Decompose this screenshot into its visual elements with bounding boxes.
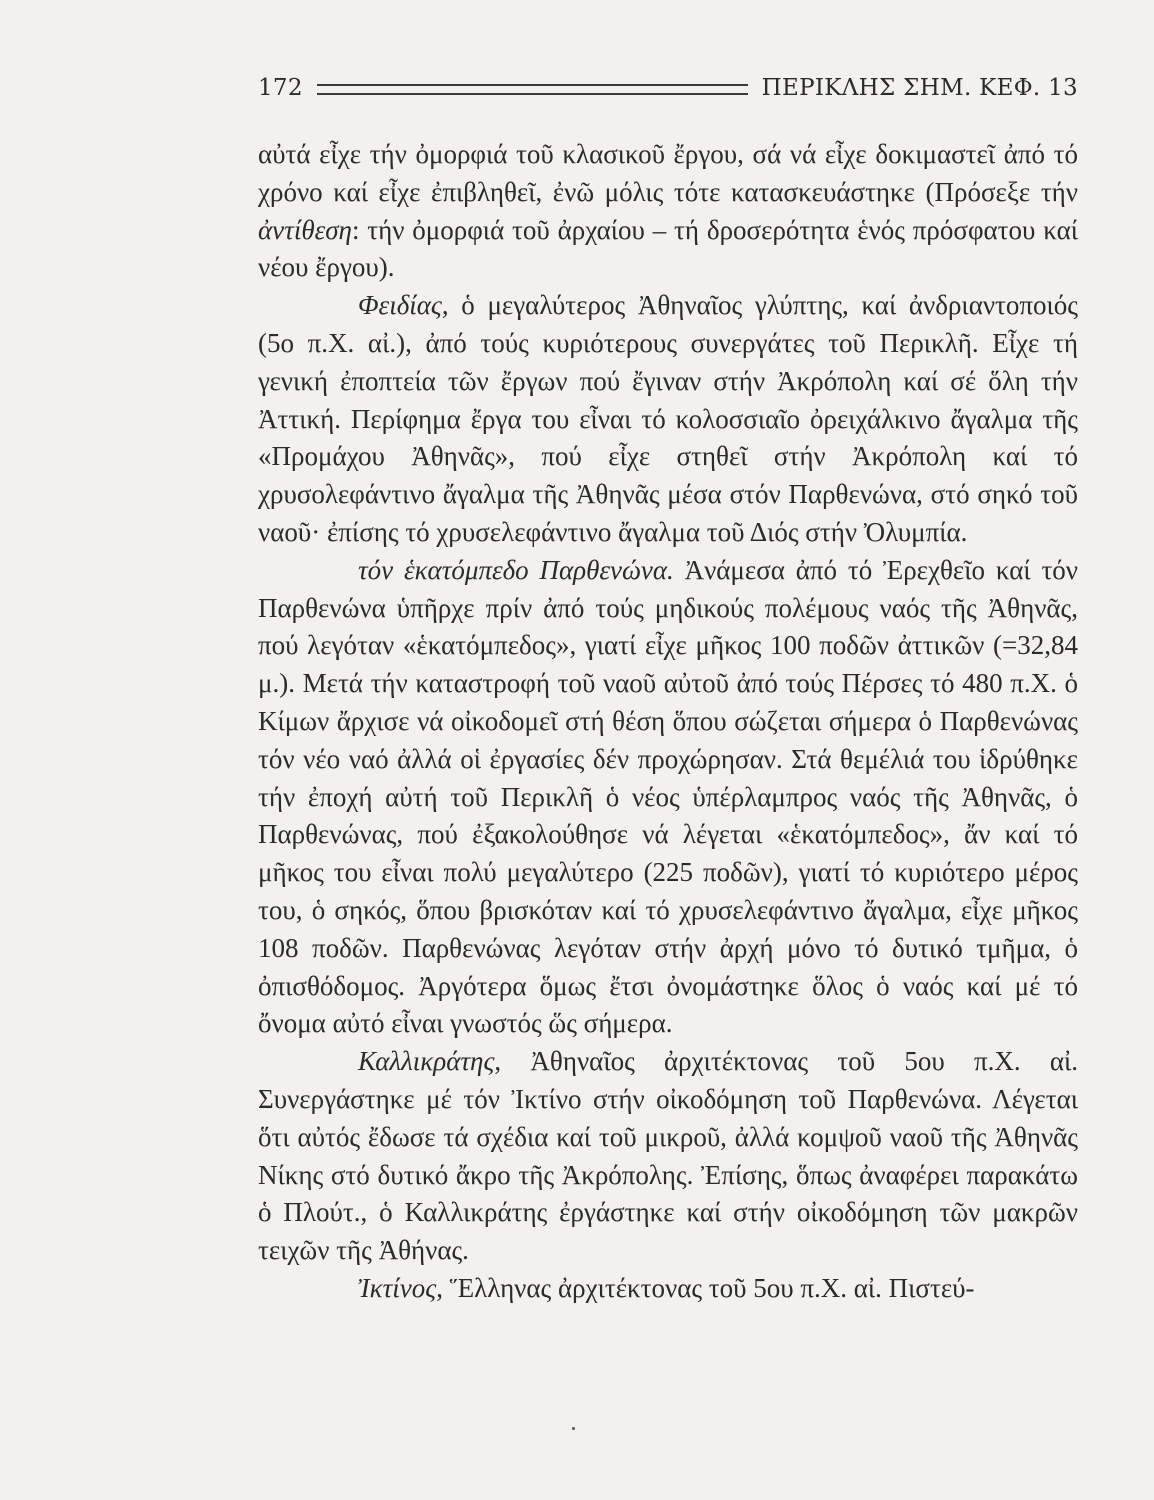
running-title: ΠΕΡΙΚΛΗΣ ΣΗΜ. ΚΕΦ. 13	[761, 75, 1078, 101]
paragraph-2: Φειδίας, ὁ μεγαλύτερος Ἀθηναῖος γλύπτης, καί ἀνδριαντοποιός (5ο π.Χ. αἰ.), ἀπό τούς κυριότερους συνεργάτες τοῦ Περικλῆ. Εἶχε τή γενική ἐποπτεία τῶν ἔργων πού ἔγιναν στήν Ἀκρόπολη καί σέ ὅλη τήν Ἀττική. Περίφημα ἔργα του εἶναι τό κολοσσιαῖο ὀρειχάλκινο ἄγαλμα τῆς «Προμάχου Ἀθηνᾶς», πού εἶχε στηθεῖ στήν Ἀκρόπολη καί τό χρυσολεφάντινο ἄγαλμα τῆς Ἀθηνᾶς μέσα στόν Παρθενώνα, στό σηκό τοῦ ναοῦ· ἐπίσης τό χρυσελεφάντινο ἄγαλμα τοῦ Διός στήν Ὀλυμπία.	[258, 290, 1078, 547]
page-number: 172	[258, 75, 303, 101]
paragraph-1: αὐτά εἶχε τήν ὀμορφιά τοῦ κλασικοῦ ἔργου, σά νά εἶχε δοκιμαστεῖ ἀπό τό χρόνο καί εἶχε ἐπιβληθεῖ, ἐνῶ μόλις τότε κατασκευάστηκε (Πρόσεξε τήν ἀντίθεση: τήν ὀμορφιά τοῦ ἀρχαίου – τή δροσερότητα ἑνός πρόσφατου καί νέου ἔργου).	[258, 139, 1078, 283]
ink-speck	[572, 1427, 575, 1430]
paragraph-4: Καλλικράτης, Ἀθηναῖος ἀρχιτέκτονας τοῦ 5ου π.Χ. αἰ. Συνεργάστηκε μέ τόν Ἰκτίνο στήν οἰκοδόμηση τοῦ Παρθενώνα. Λέγεται ὅτι αὐτός ἔδωσε τά σχέδια καί τοῦ μικροῦ, ἀλλά κομψοῦ ναοῦ τῆς Ἀθηνᾶς Νίκης στό δυτικό ἄκρο τῆς Ἀκρόπολης. Ἐπίσης, ὅπως ἀναφέρει παρακάτω ὁ Πλούτ., ὁ Καλλικράτης ἐργάστηκε καί στήν οἰκοδόμηση τῶν μακρῶν τειχῶν τῆς Ἀθήνας.	[258, 1046, 1078, 1266]
header-rule	[317, 84, 748, 95]
paragraph-5: Ἰκτίνος, Ἕλληνας ἀρχιτέκτονας τοῦ 5ου π.Χ. αἰ. Πιστεύ-	[358, 1272, 975, 1303]
body-text	[258, 136, 1078, 1308]
paragraph-3: τόν ἑκατόμπεδο Παρθενώνα. Ἀνάμεσα ἀπό τό Ἐρεχθεῖο καί τόν Παρθενώνα ὑπῆρχε πρίν ἀπό τούς μηδικούς πολέμους ναός τῆς Ἀθηνᾶς, πού λεγόταν «ἑκατόμπεδος», γιατί εἶχε μῆκος 100 ποδῶν ἀττικῶν (=32,84 μ.). Μετά τήν καταστροφή τοῦ ναοῦ αὐτοῦ ἀπό τούς Πέρσες τό 480 π.Χ. ὁ Κίμων ἄρχισε νά οἰκοδομεῖ στή θέση ὅπου σώζεται σήμερα ὁ Παρθενώνας τόν νέο ναό ἀλλά οἱ ἐργασίες δέν προχώρησαν. Στά θεμέλιά του ἱδρύθηκε τήν ἐποχή αὐτή τοῦ Περικλῆ ὁ νέος ὑπέρλαμπρος ναός τῆς Ἀθηνᾶς, ὁ Παρθενώνας, πού ἐξακολούθησε νά λέγεται «ἑκατόμπεδος», ἄν καί τό μῆκος του εἶναι πολύ μεγαλύτερο (225 ποδῶν), γιατί τό κυριότερο μέρος του, ὁ σηκός, ὅπου βρισκόταν καί τό χρυσελεφάντινο ἄγαλμα, εἶχε μῆκος 108 ποδῶν. Παρθενώνας λεγόταν στήν ἀρχή μόνο τό δυτικό τμῆμα, ὁ ὀπισθόδομος. Ἀργότερα ὅμως ἔτσι ὀνομάστηκε ὅλος ὁ ναός καί μέ τό ὄνομα αὐτό εἶναι γνωστός ὥς σήμερα.	[258, 554, 1078, 1039]
page-header	[258, 70, 1078, 106]
